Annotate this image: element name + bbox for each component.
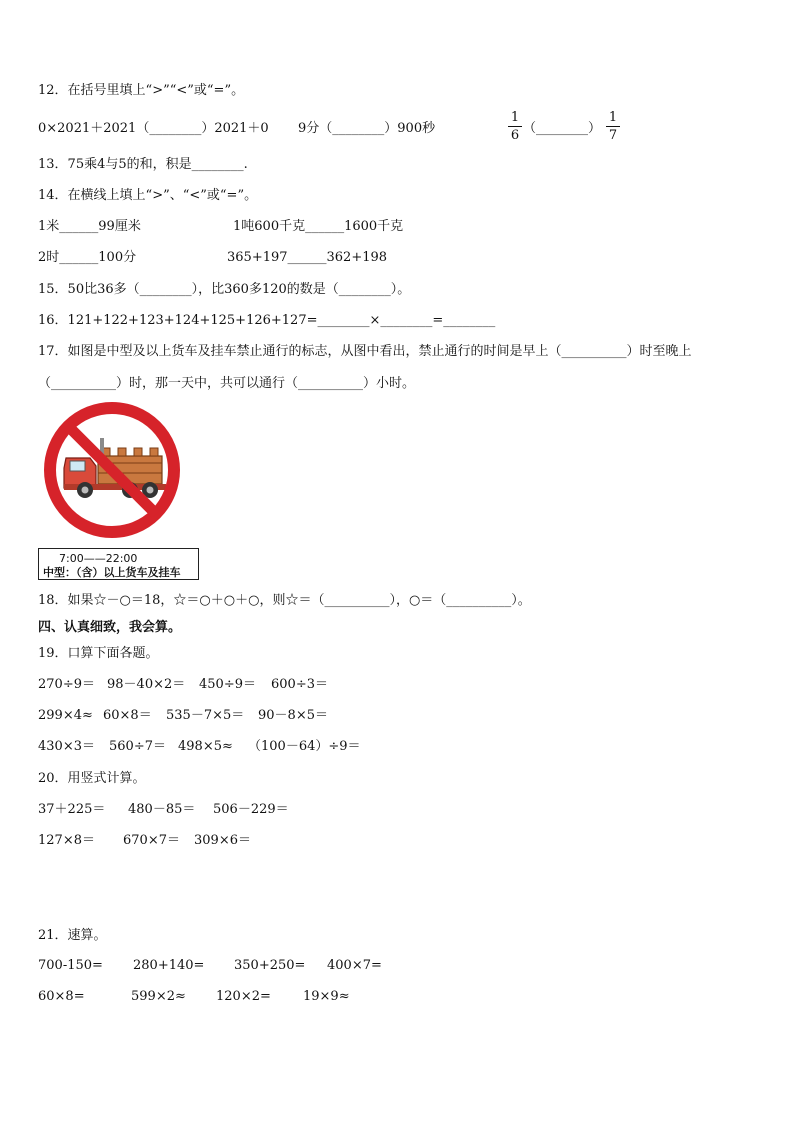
q20-r2-c3: 309×6＝ <box>194 833 251 848</box>
q20-title: 20．用竖式计算。 <box>38 771 146 786</box>
sign-label: 中型：（含）以上货车及挂车 <box>43 566 181 579</box>
q14-row2-b: 365+197______362+198 <box>227 250 388 265</box>
q17-line1: 17．如图是中型及以上货车及挂车禁止通行的标志，从图中看出，禁止通行的时间是早上（__________）时至晚上 <box>38 344 692 359</box>
q15: 15．50比36多（________），比360多120的数是（________）。 <box>38 282 411 297</box>
q21-r1-c3: 350+250= <box>234 958 306 973</box>
q19-r1-c1: 270÷9＝ <box>38 677 95 692</box>
fraction-numerator: 1 <box>608 110 618 125</box>
q17-line2: （__________）时，那一天中，共可以通行（__________）小时。 <box>38 376 416 391</box>
no-truck-sign-icon <box>38 398 186 543</box>
section-4-heading: 四、认真细致，我会算。 <box>38 620 182 635</box>
q19-r2-c2: 60×8＝ <box>103 708 152 723</box>
sign-caption-box <box>38 548 199 580</box>
q19-r3-c4: （100－64）÷9＝ <box>248 739 361 754</box>
q16: 16．121+122+123+124+125+126+127=________×________=________ <box>38 313 496 328</box>
q14-title: 14．在横线上填上“>”、“<”或“=”。 <box>38 188 258 203</box>
q19-title: 19．口算下面各题。 <box>38 646 159 661</box>
q19-r3-c1: 430×3＝ <box>38 739 95 754</box>
q13: 13．75乘4与5的和，积是________. <box>38 157 248 172</box>
q21-r1-c1: 700-150= <box>38 958 103 973</box>
q12-fraction-left <box>508 110 522 143</box>
q20-r1-c2: 480－85＝ <box>128 802 196 817</box>
fraction-denominator: 6 <box>510 128 520 143</box>
q21-r2-c2: 599×2≈ <box>131 989 186 1004</box>
q14-row1-b: 1吨600千克______1600千克 <box>233 219 404 234</box>
q20-r1-c1: 37＋225＝ <box>38 802 106 817</box>
q12-fraction-right <box>606 110 620 143</box>
q19-r1-c3: 450÷9＝ <box>199 677 256 692</box>
q21-r1-c2: 280+140= <box>133 958 205 973</box>
q18: 18．如果☆－○＝18，☆＝○＋○＋○，则☆＝（__________），○＝（__________）。 <box>38 593 531 608</box>
q12-title: 12．在括号里填上“>”“<”或“=”。 <box>38 83 245 98</box>
q19-r2-c1: 299×4≈ <box>38 708 93 723</box>
q21-r2-c1: 60×8= <box>38 989 85 1004</box>
q19-r2-c3: 535－7×5＝ <box>166 708 245 723</box>
q21-r2-c4: 19×9≈ <box>303 989 350 1004</box>
q12-item-1: 0×2021＋2021（________）2021＋0 <box>38 121 269 136</box>
q20-r1-c3: 506－229＝ <box>213 802 289 817</box>
q21-r1-c4: 400×7= <box>327 958 382 973</box>
q14-row1-a: 1米______99厘米 <box>38 219 141 234</box>
q19-r2-c4: 90－8×5＝ <box>258 708 328 723</box>
q21-title: 21．速算。 <box>38 928 107 943</box>
q20-r2-c2: 670×7＝ <box>123 833 180 848</box>
q12-item-3: （________） <box>523 121 602 136</box>
q14-row2-a: 2时______100分 <box>38 250 137 265</box>
q19-r1-c4: 600÷3＝ <box>271 677 328 692</box>
q20-r2-c1: 127×8＝ <box>38 833 95 848</box>
q19-r3-c3: 498×5≈ <box>178 739 233 754</box>
fraction-numerator: 1 <box>510 110 520 125</box>
q19-r1-c2: 98－40×2＝ <box>107 677 186 692</box>
q19-r3-c2: 560÷7＝ <box>109 739 166 754</box>
q12-item-2: 9分（________）900秒 <box>298 121 436 136</box>
fraction-denominator: 7 <box>608 128 618 143</box>
sign-time: 7:00——22:00 <box>59 552 138 565</box>
q21-r2-c3: 120×2= <box>216 989 271 1004</box>
